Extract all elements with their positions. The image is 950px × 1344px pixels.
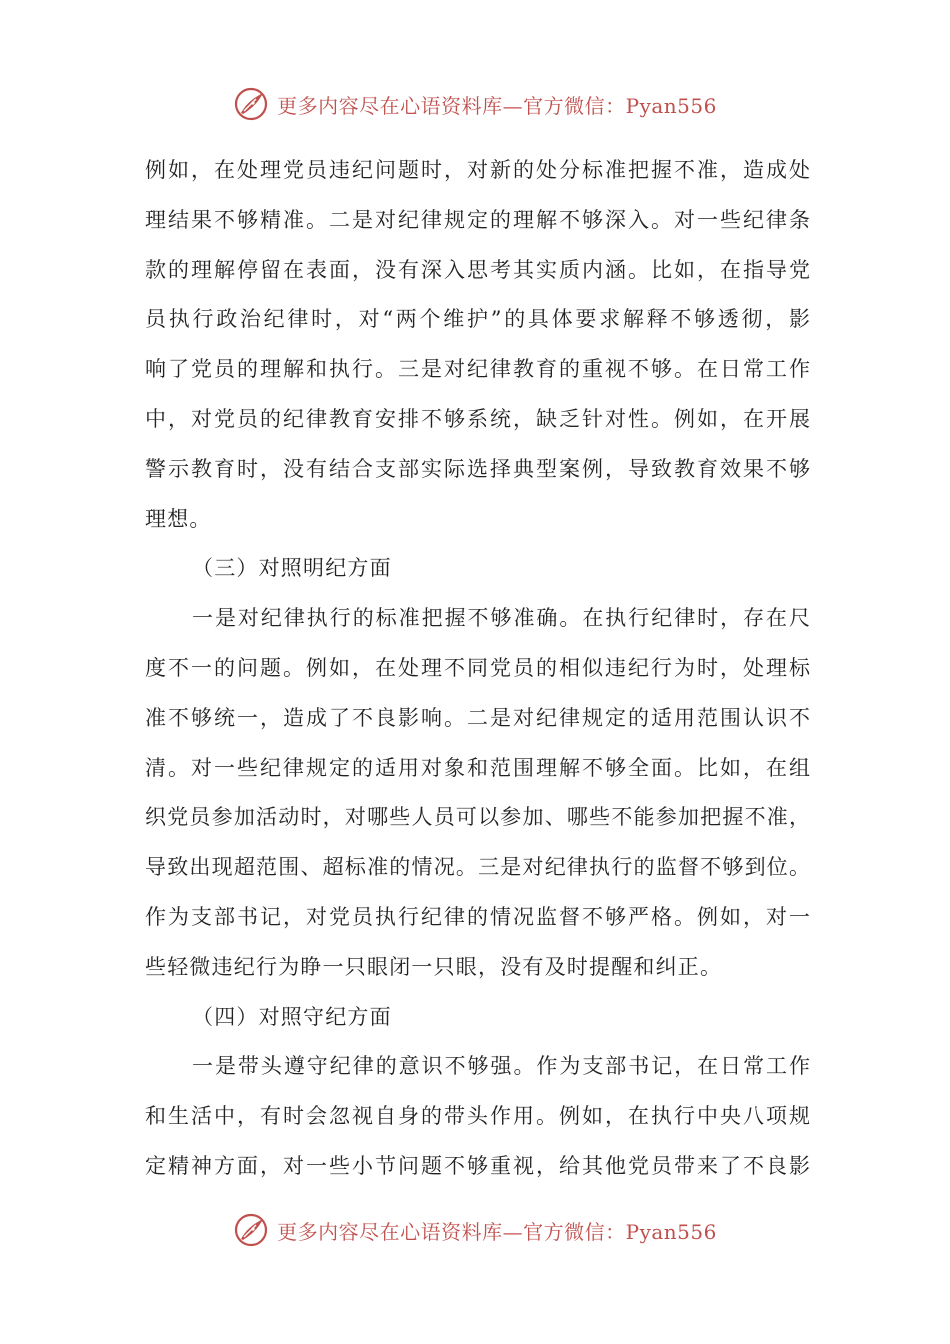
- pen-nib-logo-icon: [233, 86, 269, 122]
- text-line: 理想。: [145, 506, 212, 531]
- text-line: 作为支部书记，对党员执行纪律的情况监督不够严格。例如，对一: [145, 904, 810, 929]
- text-line: 织党员参加活动时，对哪些人员可以参加、哪些不能参加把握不准，: [145, 805, 810, 830]
- text-line: 例如，在处理党员违纪问题时，对新的处分标准把握不准，造成处: [145, 158, 810, 182]
- header-watermark-banner: [0, 82, 950, 126]
- document-body: [145, 146, 810, 1192]
- header-watermark-text: 更多内容尽在心语资料库—官方微信：Pyan556: [277, 93, 717, 118]
- text-line: 中，对党员的纪律教育安排不够系统，缺乏针对性。例如，在开展: [145, 406, 810, 431]
- text-line: 导致出现超范围、超标准的情况。三是对纪律执行的监督不够到位。: [145, 855, 810, 880]
- footer-watermark-banner: [0, 1208, 950, 1252]
- section-heading: （三）对照明纪方面: [192, 556, 392, 581]
- text-line: 一是带头遵守纪律的意识不够强。作为支部书记，在日常工作: [192, 1054, 810, 1079]
- text-line: 款的理解停留在表面，没有深入思考其实质内涵。比如，在指导党: [145, 257, 810, 282]
- text-line: 定精神方面，对一些小节问题不够重视，给其他党员带来了不良影: [145, 1153, 810, 1178]
- text-line: 和生活中，有时会忽视自身的带头作用。例如，在执行中央八项规: [145, 1104, 810, 1129]
- text-line: 清。对一些纪律规定的适用对象和范围理解不够全面。比如，在组: [145, 755, 810, 780]
- text-line: 警示教育时，没有结合支部实际选择典型案例，导致教育效果不够: [145, 456, 810, 481]
- text-line: 一是对纪律执行的标准把握不够准确。在执行纪律时，存在尺: [192, 606, 810, 631]
- text-line: 理结果不够精准。二是对纪律规定的理解不够深入。对一些纪律条: [145, 207, 810, 232]
- text-line: 员执行政治纪律时，对“两个维护”的具体要求解释不够透彻，影: [145, 307, 810, 332]
- footer-watermark-text: 更多内容尽在心语资料库—官方微信：Pyan556: [277, 1219, 717, 1244]
- pen-nib-logo-icon: [233, 1212, 269, 1248]
- text-line: 准不够统一，造成了不良影响。二是对纪律规定的适用范围认识不: [145, 705, 810, 730]
- section-heading: （四）对照守纪方面: [192, 1004, 392, 1029]
- text-line: 响了党员的理解和执行。三是对纪律教育的重视不够。在日常工作: [145, 357, 810, 382]
- text-line: 度不一的问题。例如，在处理不同党员的相似违纪行为时，处理标: [145, 655, 810, 680]
- text-line: 些轻微违纪行为睁一只眼闭一只眼，没有及时提醒和纠正。: [145, 954, 723, 979]
